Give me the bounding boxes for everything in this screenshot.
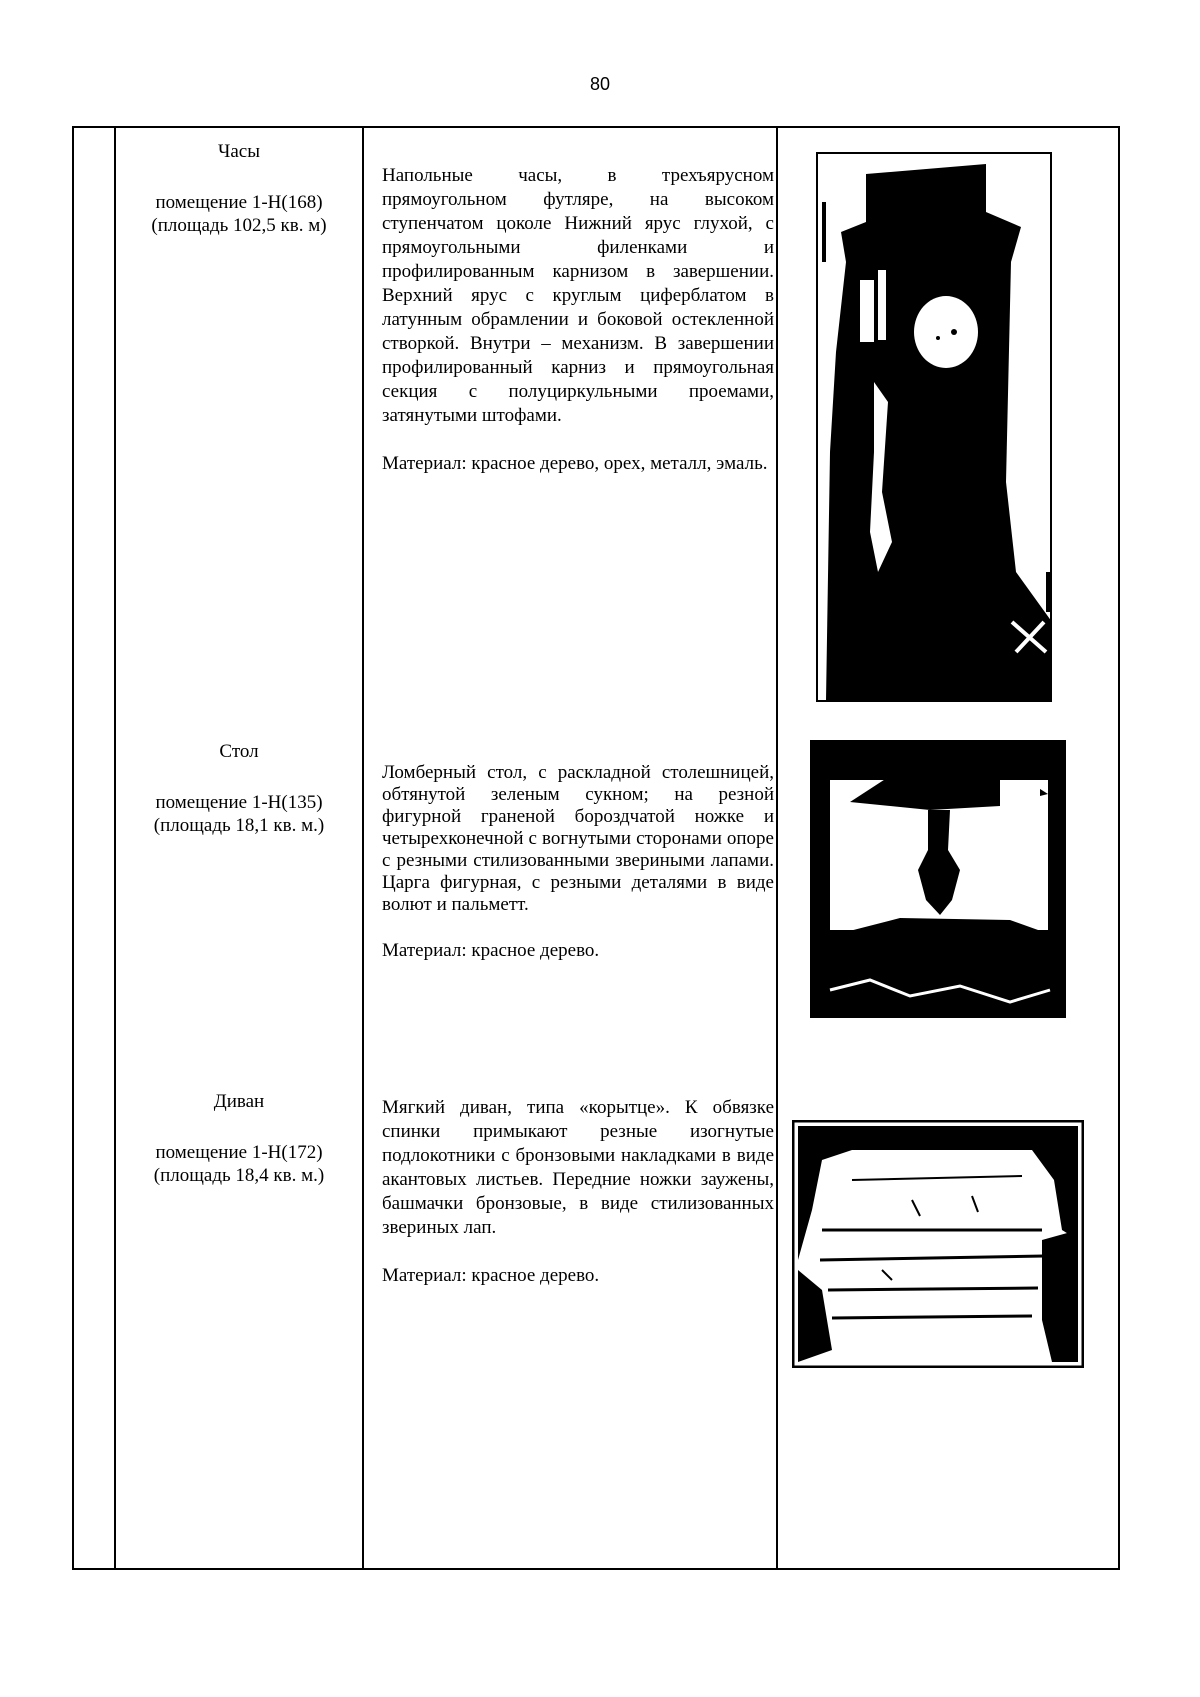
item-description-cell (382, 1096, 774, 1288)
item-area: (площадь 102,5 кв. м) (151, 215, 327, 236)
item-description-cell (382, 164, 774, 476)
item-name-cell (116, 1090, 362, 1187)
item-description: Ломберный стол, с раскладной столешницей, обтянутой зеленым сукном; на резной фигурной граненой бороздчатой ножке и четырехконечной с вогнутыми сторонами опоре с резными стилизованными звериными лапами. Царга фигурная, с резными деталями в виде волют и пальметт. (382, 762, 774, 915)
item-area: (площадь 18,4 кв. м.) (153, 1165, 325, 1186)
item-material: Материал: красное дерево. (382, 1265, 600, 1286)
sofa-photo (792, 1120, 1084, 1368)
item-material: Материал: красное дерево. (382, 940, 600, 961)
item-description: Напольные часы, в трехъярусном прямоугольном футляре, на высоком ступенчатом цоколе Нижний ярус глухой, с прямоугольными филенками и профилированным карнизом в завершении. Верхний ярус с круглым циферблатом в латунным обрамлении и боковой остекленной створкой. Внутри – механизм. В завершении профилированный карниз и прямоугольная секция с полуциркульными проемами, затянутыми штофами. (382, 165, 774, 426)
item-description-cell (382, 762, 774, 962)
item-description: Мягкий диван, типа «корытце». К обвязке спинки примыкают резные изогнутые подлокотники с бронзовыми накладками в виде акантовых листьев. Передние ножки заужены, башмачки бронзовые, в виде стилизованных звериных лап. (382, 1097, 774, 1238)
card-table-photo (810, 740, 1066, 1018)
item-location: помещение 1-Н(168) (155, 192, 323, 213)
table-divider (114, 128, 116, 1568)
item-title: Часы (218, 141, 260, 162)
item-title: Диван (213, 1091, 265, 1112)
grandfather-clock-photo (816, 152, 1052, 702)
item-name-cell (116, 140, 362, 237)
item-location: помещение 1-Н(135) (155, 792, 323, 813)
item-location: помещение 1-Н(172) (155, 1142, 323, 1163)
table-divider (362, 128, 364, 1568)
item-area: (площадь 18,1 кв. м.) (153, 815, 325, 836)
item-name-cell (116, 740, 362, 837)
table-divider (776, 128, 778, 1568)
item-title: Стол (219, 741, 259, 762)
page-number: 80 (589, 74, 611, 94)
inventory-table (72, 126, 1120, 1570)
item-material: Материал: красное дерево, орех, металл, эмаль. (382, 453, 768, 474)
